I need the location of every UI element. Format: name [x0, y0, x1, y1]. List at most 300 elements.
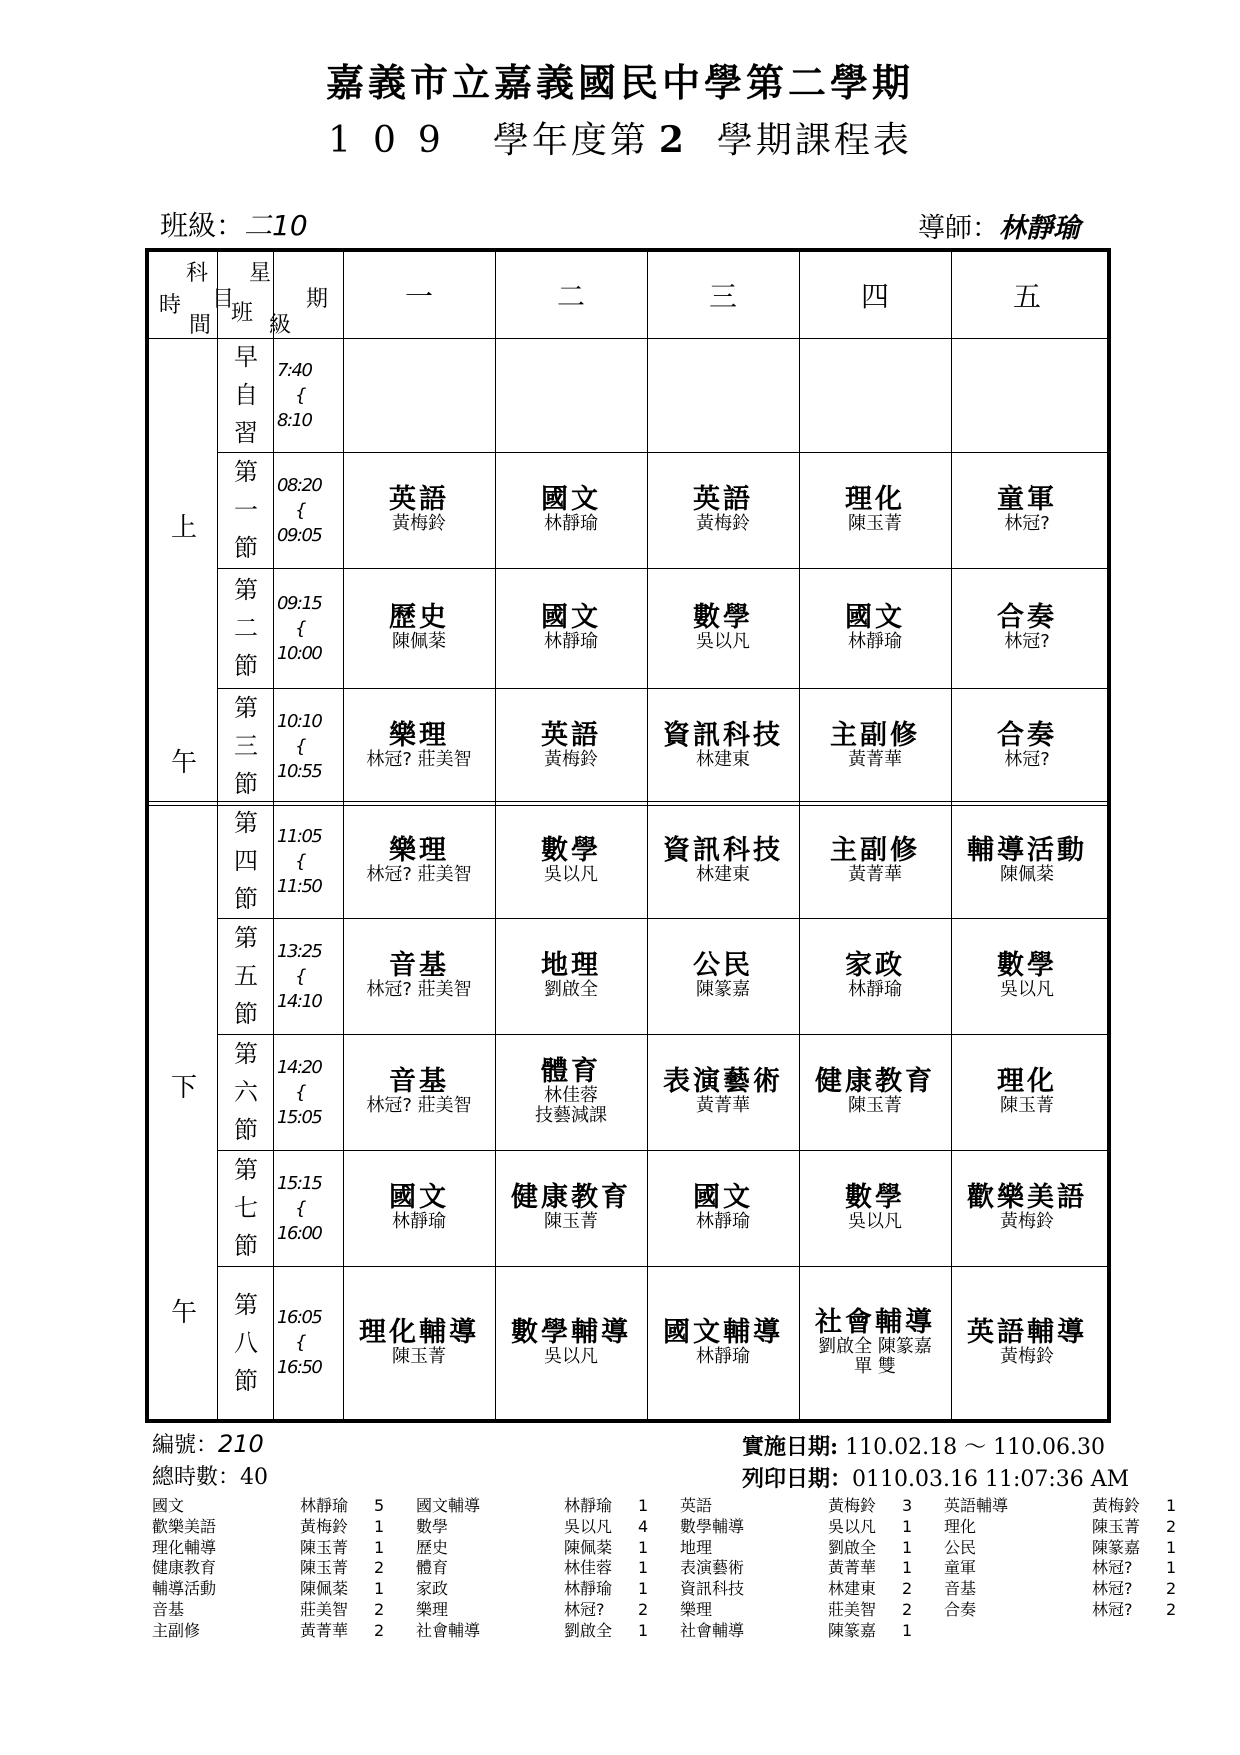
- summary-hours: 1: [638, 1537, 649, 1557]
- teacher-name: 林佳蓉: [544, 1085, 598, 1106]
- period-char: 節: [234, 534, 258, 562]
- period-char: 四: [234, 847, 258, 875]
- class-cell: [799, 338, 951, 452]
- period-char: 節: [234, 770, 258, 798]
- timetable: [145, 248, 1111, 1423]
- summary-hours: 1: [1166, 1558, 1177, 1578]
- period-char: 第: [234, 458, 258, 486]
- teacher-name: 吳以凡: [1000, 979, 1054, 1000]
- corner-label: 星: [249, 261, 272, 286]
- subject-name: 地理: [541, 950, 601, 981]
- time-separator: {: [295, 1332, 305, 1353]
- summary-teacher: 林靜瑜: [564, 1579, 613, 1599]
- time-end: 10:00: [277, 642, 322, 664]
- class-info: [160, 204, 308, 244]
- period-char: 二: [234, 614, 258, 642]
- period-char: 自: [234, 381, 258, 409]
- corner-label: 期: [306, 287, 329, 312]
- subject-name: 歡樂美語: [967, 1182, 1087, 1213]
- summary-subject: 歷史: [416, 1537, 449, 1557]
- teacher-info: [918, 206, 1080, 245]
- class-cell: [343, 688, 495, 804]
- summary-hours: 2: [1166, 1579, 1177, 1599]
- summary-hours: 2: [374, 1558, 385, 1578]
- teacher-name: 林靜瑜: [696, 1345, 750, 1367]
- subject-name: 英語: [693, 484, 753, 515]
- summary-subject: 家政: [416, 1579, 449, 1599]
- summary-hours: 1: [374, 1537, 385, 1557]
- corner-label: 時: [159, 293, 182, 318]
- teacher-name: 林冠?: [1004, 749, 1050, 770]
- summary-subject: 主副修: [152, 1620, 201, 1640]
- summary-teacher: 林冠?: [564, 1599, 605, 1619]
- time-separator: {: [295, 965, 305, 987]
- period-label: [219, 1150, 273, 1266]
- grid-vline: [217, 252, 218, 1419]
- time-start: 08:20: [277, 474, 322, 496]
- summary-hours: 1: [638, 1620, 649, 1640]
- class-cell: [495, 918, 647, 1034]
- class-cell: [495, 688, 647, 804]
- subject-name: 健康教育: [815, 1066, 935, 1097]
- time-end: 16:50: [277, 1357, 322, 1378]
- summary-row: [152, 1517, 1192, 1538]
- teacher-name: 陳篆嘉: [696, 979, 750, 1000]
- period-time: [273, 1266, 339, 1419]
- time-start: 16:05: [277, 1307, 322, 1328]
- summary-row: [152, 1496, 1192, 1517]
- summary-row: [152, 1558, 1192, 1579]
- period-char: 第: [234, 576, 258, 604]
- teacher-name: 林靜瑜: [544, 513, 598, 534]
- teacher-name: 劉啟全 陳篆嘉: [818, 1335, 932, 1357]
- subject-name: 國文: [541, 602, 601, 633]
- summary-hours: 2: [374, 1599, 385, 1619]
- subject-name: 國文: [541, 484, 601, 515]
- time-end: 11:50: [277, 875, 322, 897]
- subject-name: 合奏: [997, 720, 1057, 751]
- print-date: [742, 1462, 1129, 1493]
- teacher-name: 林建東: [696, 864, 750, 885]
- class-cell: [647, 1266, 799, 1419]
- period-label: [219, 452, 273, 568]
- summary-teacher: 陳佩棻: [300, 1579, 349, 1599]
- summary-hours: 1: [902, 1537, 913, 1557]
- hours-info: [152, 1460, 268, 1491]
- period-char: 節: [234, 1000, 258, 1028]
- teacher-name: 黃梅鈴: [392, 513, 446, 534]
- subject-name: 數學: [541, 835, 601, 866]
- teacher-name: 林靜瑜: [848, 979, 902, 1000]
- class-cell: [495, 452, 647, 568]
- teacher-name: 林靜瑜: [848, 631, 902, 652]
- half-label-am-bottom: 午: [170, 748, 197, 778]
- summary-teacher: 吳以凡: [564, 1516, 613, 1536]
- time-start: 13:25: [277, 940, 322, 962]
- period-char: 第: [234, 1290, 258, 1319]
- summary-subject: 體育: [416, 1558, 449, 1578]
- summary-hours: 1: [374, 1516, 385, 1536]
- summary-teacher: 黃菁華: [828, 1558, 877, 1578]
- time-end: 8:10: [277, 409, 312, 431]
- class-cell: [647, 804, 799, 918]
- period-time: [273, 804, 339, 918]
- subject-name: 英語: [389, 484, 449, 515]
- period-label: [219, 1266, 273, 1419]
- day-header: 三: [708, 280, 737, 313]
- hours-label: 總時數：: [152, 1465, 241, 1490]
- summary-subject: 輔導活動: [152, 1579, 217, 1599]
- summary-teacher: 林冠?: [1092, 1599, 1133, 1619]
- period-time: [273, 918, 339, 1034]
- teacher-name: 吳以凡: [544, 1345, 598, 1367]
- teacher-name: 林靜瑜: [696, 1211, 750, 1232]
- class-cell: [343, 1034, 495, 1150]
- subject-name: 資訊科技: [663, 835, 783, 866]
- semester-number: 2: [658, 119, 687, 161]
- time-separator: {: [295, 617, 305, 639]
- subject-name: 數學輔導: [511, 1316, 631, 1348]
- number-label: 編號：: [152, 1433, 219, 1458]
- half-label-pm-top: 下: [170, 1073, 197, 1103]
- number-info: [152, 1428, 264, 1459]
- subject-name: 樂理: [389, 835, 449, 866]
- summary-hours: 1: [902, 1558, 913, 1578]
- school-title: 嘉義市立嘉義國民中學第二學期: [325, 60, 914, 105]
- subject-name: 表演藝術: [663, 1066, 783, 1097]
- subject-name: 英語輔導: [967, 1316, 1087, 1348]
- time-start: 11:05: [277, 825, 322, 847]
- class-cell: [799, 568, 951, 688]
- summary-row: [152, 1621, 1192, 1642]
- teacher-name: 吳以凡: [848, 1211, 902, 1232]
- period-char: 習: [234, 419, 258, 447]
- period-char: 一: [234, 496, 258, 524]
- corner-label: 科: [186, 261, 209, 286]
- teacher-name: 林冠? 莊美智: [366, 1095, 472, 1116]
- teacher-name: 林靜瑜: [392, 1211, 446, 1232]
- class-cell: [495, 1150, 647, 1266]
- summary-hours: 2: [1166, 1599, 1177, 1619]
- summary-row: [152, 1600, 1192, 1621]
- class-cell: [799, 688, 951, 804]
- class-cell: [495, 1266, 647, 1419]
- time-separator: {: [295, 1197, 305, 1219]
- summary-subject: 音基: [152, 1599, 185, 1619]
- subject-name: 國文輔導: [663, 1316, 783, 1348]
- period-char: 節: [234, 1232, 258, 1260]
- corner-label: 級: [269, 313, 292, 338]
- class-cell: [951, 1034, 1103, 1150]
- period-char: 六: [234, 1078, 258, 1106]
- summary-teacher: 陳篆嘉: [1092, 1537, 1141, 1557]
- class-cell: [495, 338, 647, 452]
- summary-teacher: 林冠?: [1092, 1579, 1133, 1599]
- period-label: [219, 918, 273, 1034]
- period-char: 節: [234, 1116, 258, 1144]
- class-cell: [799, 452, 951, 568]
- class-cell: [799, 804, 951, 918]
- time-start: 14:20: [277, 1056, 322, 1078]
- corner-label: 目: [212, 287, 235, 312]
- class-cell: [647, 452, 799, 568]
- period-label: [219, 804, 273, 918]
- summary-subject: 資訊科技: [680, 1579, 745, 1599]
- class-cell: [343, 804, 495, 918]
- summary-teacher: 陳玉菁: [1092, 1516, 1141, 1536]
- summary-teacher: 陳玉菁: [300, 1558, 349, 1578]
- summary-hours: 1: [1166, 1537, 1177, 1557]
- teacher-name: 林冠? 莊美智: [366, 979, 472, 1000]
- time-end: 10:55: [277, 760, 322, 782]
- summary-subject: 健康教育: [152, 1558, 217, 1578]
- impl-label: 實施日期:: [742, 1434, 839, 1460]
- summary-hours: 2: [1166, 1516, 1177, 1536]
- summary-subject: 童軍: [944, 1558, 977, 1578]
- summary-hours: 1: [638, 1558, 649, 1578]
- teacher-name: 劉啟全: [544, 979, 598, 1000]
- period-char: 節: [234, 652, 258, 680]
- summary-teacher: 莊美智: [828, 1599, 877, 1619]
- summary-subject: 理化: [944, 1516, 977, 1536]
- subject-name: 國文: [389, 1182, 449, 1213]
- summary-row: [152, 1538, 1192, 1559]
- subject-name: 樂理: [389, 720, 449, 751]
- time-start: 09:15: [277, 592, 322, 614]
- teacher-name: 林冠?: [1004, 513, 1050, 534]
- class-cell: [799, 1150, 951, 1266]
- period-label: [219, 338, 273, 452]
- summary-hours: 2: [638, 1599, 649, 1619]
- summary-hours: 2: [374, 1620, 385, 1640]
- implementation-date: [742, 1430, 1105, 1461]
- summary-hours: 1: [1166, 1496, 1177, 1515]
- summary-subject: 樂理: [680, 1599, 713, 1619]
- subject-name: 體育: [541, 1056, 601, 1087]
- subject-name: 合奏: [997, 602, 1057, 633]
- teacher-name: 黃梅鈴: [696, 513, 750, 534]
- class-cell: [343, 568, 495, 688]
- time-separator: {: [295, 384, 305, 406]
- teacher-name: 黃菁華: [848, 749, 902, 770]
- summary-row: [152, 1579, 1192, 1600]
- subject-name: 數學: [997, 950, 1057, 981]
- subject-name: 主副修: [830, 835, 920, 866]
- class-cell: [647, 688, 799, 804]
- period-char: 第: [234, 809, 258, 837]
- summary-teacher: 劉啟全: [564, 1620, 613, 1640]
- class-cell: [343, 452, 495, 568]
- summary-hours: 2: [902, 1599, 913, 1619]
- teacher-name: 吳以凡: [696, 631, 750, 652]
- day-header: 一: [404, 280, 433, 313]
- summary-subject: 英語: [680, 1496, 713, 1515]
- summary-hours: 4: [638, 1516, 649, 1536]
- class-cell: [951, 1266, 1103, 1419]
- subject-name: 家政: [845, 950, 905, 981]
- class-cell: [951, 1150, 1103, 1266]
- time-end: 09:05: [277, 524, 322, 546]
- class-cell: [343, 338, 495, 452]
- period-char: 第: [234, 1156, 258, 1184]
- teacher-hours-summary: [152, 1496, 1192, 1642]
- subject-name: 理化: [845, 484, 905, 515]
- period-char: 五: [234, 962, 258, 990]
- subject-name: 主副修: [830, 720, 920, 751]
- summary-teacher: 吳以凡: [828, 1516, 877, 1536]
- teacher-name: 林靜瑜: [544, 631, 598, 652]
- class-cell: [951, 568, 1103, 688]
- hours-value: 40: [240, 1465, 269, 1490]
- time-end: 16:00: [277, 1222, 322, 1244]
- summary-teacher: 林靜瑜: [564, 1496, 613, 1515]
- summary-teacher: 黃梅鈴: [828, 1496, 877, 1515]
- summary-subject: 社會輔導: [416, 1620, 481, 1640]
- period-char: 第: [234, 694, 258, 722]
- title-suffix: 學期課程表: [716, 120, 912, 161]
- period-time: [273, 1150, 339, 1266]
- subject-name: 數學: [845, 1182, 905, 1213]
- subject-name: 數學: [693, 602, 753, 633]
- class-cell: [495, 1034, 647, 1150]
- subject-name: 資訊科技: [663, 720, 783, 751]
- subject-name: 公民: [693, 950, 753, 981]
- time-separator: {: [295, 1081, 305, 1103]
- teacher-name: 林冠?: [1004, 631, 1050, 652]
- half-label-am-top: 上: [170, 513, 197, 543]
- class-cell: [647, 568, 799, 688]
- summary-hours: 1: [638, 1496, 649, 1515]
- summary-teacher: 陳篆嘉: [828, 1620, 877, 1640]
- summary-hours: 1: [902, 1620, 913, 1640]
- period-char: 節: [234, 885, 258, 913]
- class-cell: [647, 338, 799, 452]
- class-cell: [951, 918, 1103, 1034]
- teacher-name: 林建東: [696, 749, 750, 770]
- summary-hours: 5: [374, 1496, 385, 1515]
- day-header: 四: [860, 280, 889, 313]
- corner-label: 班: [231, 301, 254, 326]
- subject-name: 音基: [389, 1066, 449, 1097]
- teacher-name: 陳玉菁: [1000, 1095, 1054, 1116]
- schedule-title: [0, 112, 1240, 163]
- summary-hours: 2: [902, 1579, 913, 1599]
- period-time: [273, 338, 339, 452]
- subject-name: 社會輔導: [815, 1306, 935, 1338]
- class-label: 班級：: [160, 209, 245, 242]
- summary-teacher: 林靜瑜: [300, 1496, 349, 1515]
- period-label: [219, 688, 273, 804]
- teacher-name: 黃菁華: [696, 1095, 750, 1116]
- teacher-name: 陳佩棻: [392, 631, 446, 652]
- teacher-name: 陳玉菁: [848, 513, 902, 534]
- summary-teacher: 黃菁華: [300, 1620, 349, 1640]
- period-char: 早: [234, 343, 258, 371]
- subject-name: 理化: [997, 1066, 1057, 1097]
- class-cell: [495, 568, 647, 688]
- summary-hours: 3: [902, 1496, 913, 1515]
- summary-teacher: 林佳蓉: [564, 1558, 613, 1578]
- period-char: 第: [234, 924, 258, 952]
- period-time: [273, 452, 339, 568]
- period-time: [273, 688, 339, 804]
- summary-subject: 合奏: [944, 1599, 977, 1619]
- teacher-label: 導師：: [918, 213, 999, 244]
- print-label: 列印日期：: [742, 1466, 853, 1492]
- class-cell: [951, 452, 1103, 568]
- class-cell: [647, 918, 799, 1034]
- print-value: 0110.03.16 11:07:36 AM: [852, 1467, 1130, 1492]
- teacher-name: 黃菁華: [848, 864, 902, 885]
- period-time: [273, 1034, 339, 1150]
- time-start: 15:15: [277, 1172, 322, 1194]
- summary-hours: 1: [374, 1579, 385, 1599]
- class-cell: [951, 338, 1103, 452]
- teacher-name: 技藝減課: [535, 1105, 607, 1126]
- subject-name: 輔導活動: [967, 835, 1087, 866]
- class-cell: [343, 1266, 495, 1419]
- time-start: 7:40: [277, 359, 312, 381]
- time-end: 14:10: [277, 990, 322, 1012]
- teacher-name: 陳玉菁: [544, 1211, 598, 1232]
- time-separator: {: [295, 499, 305, 521]
- class-cell: [343, 1150, 495, 1266]
- subject-name: 音基: [389, 950, 449, 981]
- class-cell: [799, 918, 951, 1034]
- year-suffix: 學年度第: [492, 120, 649, 161]
- subject-name: 童軍: [997, 484, 1057, 515]
- summary-teacher: 林建東: [828, 1579, 877, 1599]
- time-start: 10:10: [277, 710, 322, 732]
- period-char: 第: [234, 1040, 258, 1068]
- class-cell: [799, 1034, 951, 1150]
- half-label-pm-bottom: 午: [170, 1298, 197, 1328]
- subject-name: 歷史: [389, 602, 449, 633]
- summary-teacher: 莊美智: [300, 1599, 349, 1619]
- subject-name: 國文: [845, 602, 905, 633]
- teacher-name: 林冠? 莊美智: [366, 749, 472, 770]
- subject-name: 理化輔導: [359, 1316, 479, 1348]
- period-char: 七: [234, 1194, 258, 1222]
- summary-subject: 地理: [680, 1537, 713, 1557]
- period-time: [273, 568, 339, 688]
- class-cell: [647, 1034, 799, 1150]
- time-separator: {: [295, 735, 305, 757]
- timetable-grid: [149, 252, 1107, 1419]
- summary-hours: 1: [902, 1516, 913, 1536]
- summary-subject: 音基: [944, 1579, 977, 1599]
- summary-teacher: 陳玉菁: [300, 1537, 349, 1557]
- summary-subject: 樂理: [416, 1599, 449, 1619]
- summary-subject: 公民: [944, 1537, 977, 1557]
- period-char: 八: [234, 1328, 258, 1357]
- class-cell: [495, 804, 647, 918]
- impl-value: 110.02.18 ～ 110.06.30: [845, 1435, 1106, 1460]
- time-separator: {: [295, 850, 305, 872]
- summary-teacher: 劉啟全: [828, 1537, 877, 1557]
- period-char: 節: [234, 1366, 258, 1395]
- period-label: [219, 1034, 273, 1150]
- teacher-name: 林冠? 莊美智: [366, 864, 472, 885]
- class-value: 二10: [244, 209, 308, 242]
- summary-teacher: 陳佩棻: [564, 1537, 613, 1557]
- teacher-name: 黃梅鈴: [1000, 1211, 1054, 1232]
- summary-subject: 數學輔導: [680, 1516, 745, 1536]
- school-year: 109: [328, 120, 463, 161]
- subject-name: 健康教育: [511, 1182, 631, 1213]
- time-end: 15:05: [277, 1106, 322, 1128]
- class-cell: [647, 1150, 799, 1266]
